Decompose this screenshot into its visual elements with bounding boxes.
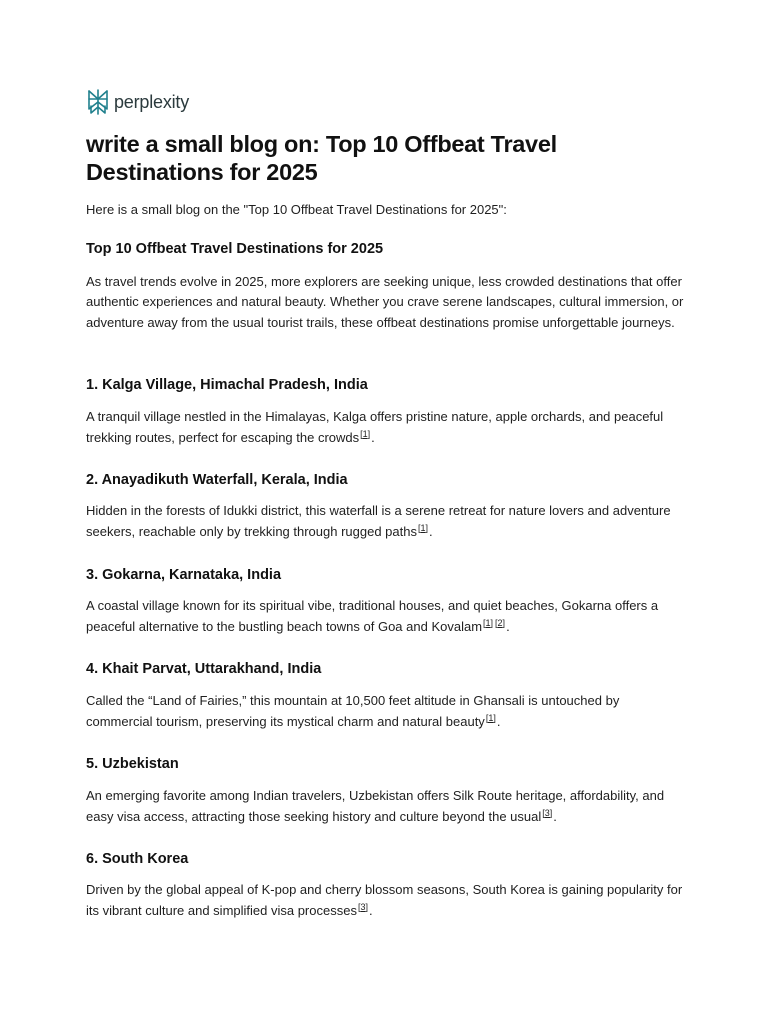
section-paragraph bbox=[86, 596, 686, 637]
section-paragraph bbox=[86, 880, 686, 921]
citation-link[interactable]: [1] bbox=[417, 522, 428, 533]
perplexity-logo-icon bbox=[86, 89, 110, 115]
section-end: . bbox=[429, 523, 433, 539]
section-heading: 4. Khait Parvat, Uttarakhand, India bbox=[86, 661, 322, 677]
blog-heading: Top 10 Offbeat Travel Destinations for 2025 bbox=[86, 241, 384, 257]
section-end: . bbox=[368, 902, 373, 918]
citation-link[interactable]: [1] bbox=[485, 712, 496, 723]
section-paragraph bbox=[86, 691, 686, 732]
section-end: . bbox=[553, 808, 557, 824]
section-end: . bbox=[496, 713, 501, 729]
section-text: Driven by the global appeal of K-pop and cherry blossom seasons, South Korea is gaining popularity for its vibrant culture and simplified visa processes bbox=[86, 882, 683, 918]
citation-link[interactable]: [3] bbox=[357, 901, 368, 912]
citation-link[interactable]: [2] bbox=[495, 617, 506, 628]
blog-lead-paragraph: As travel trends evolve in 2025, more explorers are seeking unique, less crowded destinations that offer authentic experiences and natural beauty. Whether you crave serene landscapes, cultural immersion, or adventure away from the usual tourist trails, these offbeat destinations promise unforgettable journeys. bbox=[86, 274, 684, 330]
section-heading: 2. Anayadikuth Waterfall, Kerala, India bbox=[86, 472, 348, 488]
intro-text: Here is a small blog on the "Top 10 Offbeat Travel Destinations for 2025": bbox=[86, 202, 507, 217]
page-title: write a small blog on: Top 10 Offbeat Travel Destinations for 2025 bbox=[86, 131, 557, 185]
section-heading: 3. Gokarna, Karnataka, India bbox=[86, 567, 282, 583]
brand-header[interactable] bbox=[86, 89, 189, 115]
citation-link[interactable]: [1] bbox=[360, 428, 371, 439]
section-text: Hidden in the forests of Idukki district, this waterfall is a serene retreat for nature lovers and adventure seekers, reachable only by trekking through rugged paths bbox=[86, 503, 671, 539]
section-end: . bbox=[371, 429, 375, 445]
section-text: Called the “Land of Fairies,” this mountain at 10,500 feet altitude in Ghansali is untouched by commercial tourism, preserving its mystical charm and natural beauty bbox=[86, 693, 620, 729]
section-heading: 1. Kalga Village, Himachal Pradesh, India bbox=[86, 377, 368, 393]
brand-name: perplexity bbox=[114, 92, 190, 112]
section-heading: 6. South Korea bbox=[86, 851, 189, 867]
section-paragraph bbox=[86, 786, 686, 827]
section-end: . bbox=[506, 618, 510, 634]
section-text: A tranquil village nestled in the Himalayas, Kalga offers pristine nature, apple orchards, and peaceful trekking routes, perfect for escaping the crowds bbox=[86, 409, 664, 445]
citation-link[interactable]: [3] bbox=[542, 807, 553, 818]
section-paragraph bbox=[86, 407, 686, 448]
section-heading: 5. Uzbekistan bbox=[86, 756, 179, 772]
section-paragraph bbox=[86, 501, 686, 542]
section-text: An emerging favorite among Indian travelers, Uzbekistan offers Silk Route heritage, affordability, and easy visa access, attracting those seeking history and culture beyond the usual bbox=[86, 788, 665, 824]
citation-link[interactable]: [1] bbox=[483, 617, 494, 628]
section-text: A coastal village known for its spiritual vibe, traditional houses, and quiet beaches, Gokarna offers a peaceful alternative to the bustling beach towns of Goa and Kovalam bbox=[86, 598, 659, 634]
